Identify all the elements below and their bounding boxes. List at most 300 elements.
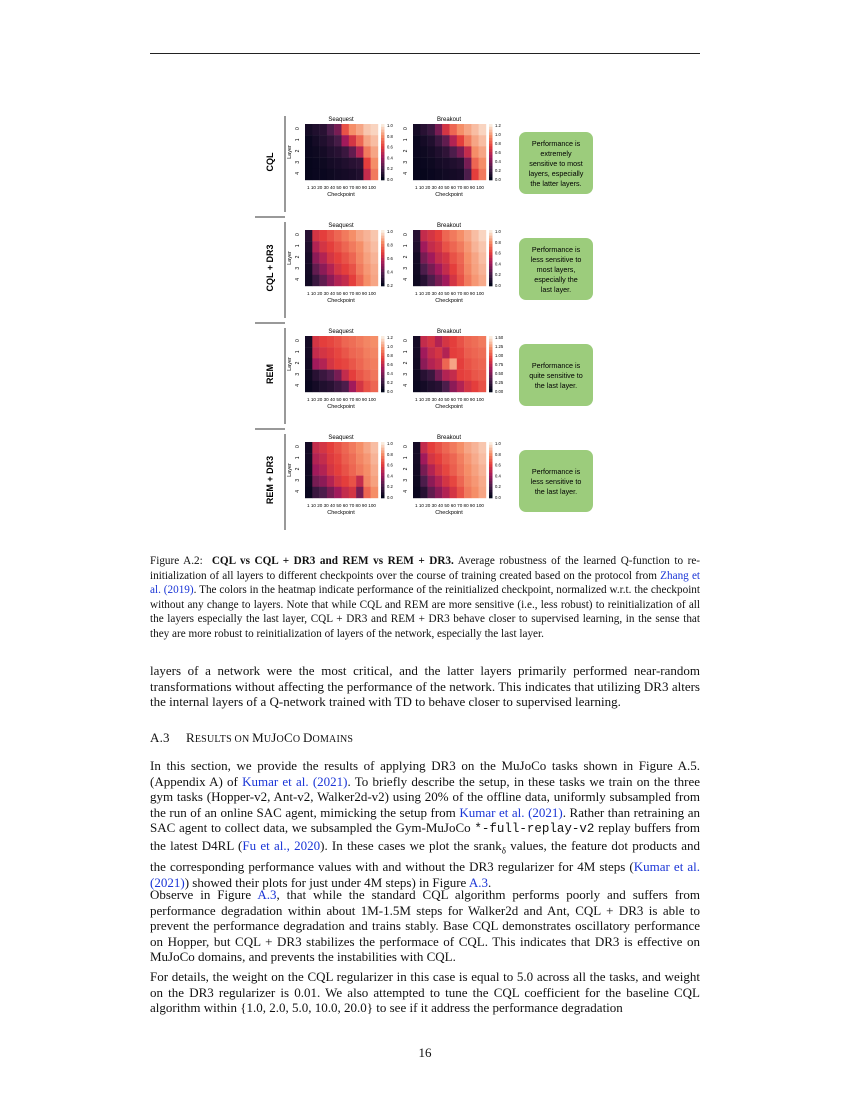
heatmap-cell <box>305 464 313 475</box>
heatmap-cell <box>420 336 428 347</box>
heatmap-cell <box>471 252 479 263</box>
citation-link[interactable]: Kumar et al. (2021) <box>150 859 700 890</box>
heatmap-cell <box>342 124 350 135</box>
colorbar-segment <box>489 252 493 255</box>
y-tick-label: 1 <box>295 138 301 142</box>
colorbar-segment <box>489 448 493 451</box>
colorbar-segment <box>489 283 493 286</box>
heatmap-cell <box>464 135 472 146</box>
heatmap-cell <box>327 230 335 241</box>
colorbar-segment <box>381 283 385 286</box>
heatmap-cell <box>464 487 472 498</box>
heatmap-cell <box>312 442 320 453</box>
heatmap-cell <box>479 442 487 453</box>
heatmap-cell <box>305 264 313 275</box>
caption-citation-link[interactable]: Zhang et al. (2019) <box>150 569 701 597</box>
heatmap-cell <box>356 487 364 498</box>
heatmap-cell <box>320 487 328 498</box>
y-tick-label: 4 <box>403 384 409 387</box>
heatmap-cell <box>334 158 342 169</box>
y-tick-label: 2 <box>403 361 409 365</box>
colorbar-segment <box>489 470 493 473</box>
colorbar-segment <box>489 160 493 163</box>
x-tick-labels: 1 10 20 30 40 50 60 70 80 90 100 <box>415 397 484 402</box>
heatmap-cell <box>420 124 428 135</box>
y-tick-label: 2 <box>295 255 301 259</box>
heatmap-cell <box>413 370 421 381</box>
callout-text: most layers, <box>536 265 576 274</box>
colorbar-tick: 0.0 <box>387 177 393 182</box>
colorbar-segment <box>489 172 493 175</box>
heatmap-cell <box>435 275 443 286</box>
heatmap-cell <box>349 370 357 381</box>
colorbar-segment <box>489 163 493 166</box>
heatmap-cell <box>450 264 458 275</box>
x-axis-label: Checkpoint <box>435 404 463 410</box>
heatmap-cell <box>435 158 443 169</box>
colorbar-segment <box>381 370 385 373</box>
heatmap-cell <box>413 381 421 392</box>
colorbar-tick: 0.2 <box>387 283 393 288</box>
heatmap-cell <box>420 169 428 180</box>
y-tick-label: 3 <box>295 478 301 482</box>
y-axis-label: Layer <box>287 145 293 159</box>
colorbar-segment <box>489 149 493 152</box>
heatmap-cell <box>312 241 320 252</box>
colorbar-tick: 0.0 <box>495 495 501 500</box>
heatmap-cell <box>428 230 436 241</box>
colorbar-segment <box>381 448 385 451</box>
panel-title: Seaquest <box>328 223 354 229</box>
heatmap-cell <box>349 158 357 169</box>
heatmap-cell <box>356 275 364 286</box>
colorbar-segment <box>489 238 493 241</box>
colorbar-segment <box>381 272 385 275</box>
colorbar-tick: 0.6 <box>495 462 501 468</box>
colorbar-segment <box>381 269 385 272</box>
colorbar-segment <box>381 146 385 149</box>
colorbar-segment <box>489 481 493 484</box>
colorbar-tick: 1.50 <box>495 335 504 340</box>
colorbar-segment <box>381 238 385 241</box>
heatmap-cell <box>450 158 458 169</box>
heatmap-cell <box>442 370 450 381</box>
panel-title: Seaquest <box>328 329 354 335</box>
colorbar-segment <box>489 261 493 264</box>
y-tick-label: 4 <box>295 490 301 493</box>
heatmap-cell <box>356 252 364 263</box>
heatmap-cell <box>479 381 487 392</box>
heatmap-cell <box>442 336 450 347</box>
row-label: CQL + DR3 <box>265 244 275 292</box>
colorbar-segment <box>381 144 385 147</box>
heatmap-cell <box>435 476 443 487</box>
colorbar-tick: 0.8 <box>387 353 393 358</box>
heatmap-cell <box>471 442 479 453</box>
heatmap-cell <box>479 124 487 135</box>
colorbar-tick: 0.0 <box>495 177 501 182</box>
heatmap-cell <box>442 264 450 275</box>
heatmap-cell <box>334 264 342 275</box>
heatmap-cell <box>312 124 320 135</box>
y-tick-label: 3 <box>403 372 409 376</box>
x-axis-label: Checkpoint <box>327 404 355 410</box>
colorbar-tick: 0.6 <box>387 362 393 367</box>
citation-link[interactable]: Fu et al., 2020 <box>242 837 321 853</box>
heatmap-cell <box>320 230 328 241</box>
heatmap-cell <box>442 124 450 135</box>
heatmap-cell <box>479 336 487 347</box>
heatmap-cell <box>457 370 465 381</box>
heatmap-cell <box>413 336 421 347</box>
paragraph-3: Observe in Figure A.3, that while the standard CQL algorithm performs poorly and suffers from performance degradation within about 1M-1.5M steps for Walker2d and Ant, CQL + DR3 is able to prevent the performance degradation and trains stably. Base CQL demonstrates oscillatory performance on Hopper, but CQL + DR3 stabilizes the performace of CQL. This indicates that DR3 is effective on MuJoCo domains, and prevents the instabilities with CQL. <box>150 887 700 965</box>
colorbar-segment <box>381 252 385 255</box>
heatmap-cell <box>471 476 479 487</box>
heatmap-cell <box>457 135 465 146</box>
heatmap-cell <box>435 241 443 252</box>
heatmap-cell <box>464 158 472 169</box>
colorbar-segment <box>489 255 493 258</box>
colorbar-segment <box>381 470 385 473</box>
colorbar-segment <box>381 127 385 130</box>
heatmap-cell <box>356 135 364 146</box>
heatmap-cell <box>479 347 487 358</box>
x-tick-labels: 1 10 20 30 40 50 60 70 80 90 100 <box>307 503 376 508</box>
colorbar-segment <box>489 478 493 481</box>
colorbar-segment <box>489 464 493 467</box>
heatmap-cell <box>327 453 335 464</box>
callout-text: Performance is <box>531 467 581 476</box>
y-tick-label: 4 <box>295 172 301 175</box>
heatmap-cell <box>305 124 313 135</box>
heatmap-cell <box>413 230 421 241</box>
heatmap-cell <box>305 230 313 241</box>
colorbar-segment <box>381 350 385 353</box>
colorbar-tick: 1.0 <box>495 229 501 234</box>
colorbar-segment <box>489 442 493 445</box>
colorbar-tick: 0.0 <box>387 389 393 394</box>
heatmap-cell <box>471 370 479 381</box>
y-axis-label: Layer <box>287 357 293 371</box>
heatmap-cell <box>464 464 472 475</box>
colorbar-tick: 0.8 <box>387 451 393 457</box>
heatmap-cell <box>371 264 379 275</box>
heatmap-cell <box>327 381 335 392</box>
caption-text-1: Average robustness of the learned Q-function to re-initialization of all layers to different checkpoints over the course of training created based on the protocol from <box>150 555 701 582</box>
heatmap-cell <box>349 124 357 135</box>
callout-text: quite sensitive to <box>529 371 583 380</box>
colorbar-segment <box>381 174 385 177</box>
heatmap-cell <box>320 252 328 263</box>
heatmap-cell <box>428 358 436 369</box>
y-tick-label: 1 <box>403 244 409 248</box>
heatmap-cell <box>450 487 458 498</box>
heatmap-cell <box>312 453 320 464</box>
heatmap-cell <box>464 370 472 381</box>
heatmap-cell <box>305 476 313 487</box>
heatmap-cell <box>342 336 350 347</box>
heatmap-cell <box>450 464 458 475</box>
citation-link[interactable]: Kumar et al. (2021) <box>459 804 563 820</box>
heatmap-cell <box>327 146 335 157</box>
heatmap-cell <box>363 358 371 369</box>
colorbar-segment <box>489 258 493 261</box>
colorbar-segment <box>489 370 493 373</box>
heatmap-cell <box>479 264 487 275</box>
heatmap-cell <box>363 336 371 347</box>
heatmap-cell <box>342 358 350 369</box>
heatmap-cell <box>450 135 458 146</box>
heatmap-cell <box>428 135 436 146</box>
heatmap-cell <box>413 146 421 157</box>
heatmap-cell <box>450 442 458 453</box>
heatmap-cell <box>320 124 328 135</box>
heatmap-cell <box>450 476 458 487</box>
colorbar-segment <box>381 381 385 384</box>
colorbar-tick: 1.0 <box>387 441 393 446</box>
heatmap-cell <box>371 158 379 169</box>
y-tick-label: 2 <box>295 149 301 153</box>
colorbar-tick: 0.8 <box>495 451 501 457</box>
heatmap-cell <box>349 230 357 241</box>
colorbar-segment <box>381 172 385 175</box>
heatmap-cell <box>334 381 342 392</box>
heatmap-cell <box>342 275 350 286</box>
colorbar-segment <box>489 244 493 247</box>
caption-text-2: . The colors in the heatmap indicate performance of the reinitialized checkpoint, normalized w.r.t. the checkpoint without any change to layers. Note that while CQL and REM are more sensitive (i.e., less robust) to reinitialization of all the layers especially the last layer, CQL + DR3 and REM + DR3 behave closer to supervised learning, in the sense that they are more robust to reinitialization of layers of the network, especially the last layer. <box>150 584 701 640</box>
heatmap-cell <box>479 146 487 157</box>
heatmap-cell <box>420 252 428 263</box>
heatmap-cell <box>420 135 428 146</box>
heatmap-cell <box>334 370 342 381</box>
heatmap-cell <box>327 442 335 453</box>
heatmap-cell <box>327 370 335 381</box>
panel-title: Seaquest <box>328 435 354 441</box>
heatmap-cell <box>342 442 350 453</box>
colorbar-tick: 0.6 <box>387 462 393 468</box>
heatmap-cell <box>413 476 421 487</box>
colorbar-segment <box>489 275 493 278</box>
heatmap-cell <box>435 336 443 347</box>
colorbar-segment <box>489 135 493 138</box>
heatmap-cell <box>479 158 487 169</box>
heatmap-cell <box>327 275 335 286</box>
heatmap-cell <box>428 124 436 135</box>
heatmap-cell <box>435 442 443 453</box>
colorbar-tick: 1.25 <box>495 344 504 349</box>
y-tick-label: 0 <box>295 339 301 342</box>
y-tick-label: 2 <box>403 467 409 471</box>
heatmap-cell <box>413 487 421 498</box>
heatmap-cell <box>471 146 479 157</box>
heatmap-cell <box>479 230 487 241</box>
heatmap-cell <box>435 347 443 358</box>
colorbar-tick: 1.0 <box>495 132 501 137</box>
heatmap-cell <box>464 124 472 135</box>
colorbar-segment <box>489 462 493 465</box>
colorbar-segment <box>489 130 493 133</box>
panel-title: Breakout <box>436 117 462 123</box>
y-tick-label: 0 <box>295 233 301 236</box>
colorbar-segment <box>381 166 385 169</box>
heatmap-cell <box>349 347 357 358</box>
heatmap-cell <box>464 347 472 358</box>
heatmap-cell <box>435 370 443 381</box>
heatmap-cell <box>457 275 465 286</box>
y-tick-label: 0 <box>403 445 409 448</box>
heatmap-cell <box>428 381 436 392</box>
heatmap-cell <box>349 487 357 498</box>
y-tick-label: 4 <box>403 490 409 493</box>
heatmap-cell <box>428 370 436 381</box>
colorbar-segment <box>381 261 385 264</box>
heatmap-cell <box>363 135 371 146</box>
y-tick-label: 1 <box>403 350 409 354</box>
heatmap-cell <box>334 241 342 252</box>
heatmap-cell <box>312 336 320 347</box>
figure-ref-link[interactable]: A.3 <box>468 874 489 890</box>
heatmap-cell <box>471 347 479 358</box>
heatmap-cell <box>363 347 371 358</box>
heatmap-cell <box>371 169 379 180</box>
colorbar-segment <box>489 492 493 495</box>
heatmap-cell <box>464 442 472 453</box>
colorbar-segment <box>381 163 385 166</box>
callout-text: Performance is <box>531 245 581 254</box>
colorbar-segment <box>489 347 493 350</box>
x-tick-labels: 1 10 20 30 40 50 60 70 80 90 100 <box>415 291 484 296</box>
heatmap-cell <box>413 358 421 369</box>
heatmap-cell <box>479 453 487 464</box>
heatmap-cell <box>327 241 335 252</box>
heatmap-cell <box>464 241 472 252</box>
heatmap-cell <box>312 381 320 392</box>
heatmap-cell <box>428 146 436 157</box>
colorbar-segment <box>381 364 385 367</box>
colorbar-segment <box>489 236 493 239</box>
heatmap-cell <box>457 347 465 358</box>
heatmap-cell <box>334 135 342 146</box>
y-tick-label: 3 <box>295 266 301 270</box>
heatmap-cell <box>356 453 364 464</box>
heatmap-cell <box>356 158 364 169</box>
colorbar-segment <box>489 280 493 283</box>
callout-text: the last layer. <box>534 487 578 496</box>
callout-text: especially the <box>534 275 578 284</box>
heatmap-cell <box>342 464 350 475</box>
colorbar-segment <box>489 389 493 392</box>
x-axis-label: Checkpoint <box>435 192 463 198</box>
heatmap-cell <box>450 453 458 464</box>
colorbar-segment <box>381 372 385 375</box>
colorbar-tick: 0.00 <box>495 389 504 394</box>
y-tick-label: 4 <box>403 278 409 281</box>
colorbar-segment <box>381 152 385 155</box>
heatmap-cell <box>420 442 428 453</box>
colorbar-segment <box>381 124 385 127</box>
colorbar-segment <box>489 177 493 180</box>
heatmap-cell <box>442 442 450 453</box>
heatmap-cell <box>420 230 428 241</box>
callout-text: the latter layers. <box>530 179 582 188</box>
citation-link[interactable]: Kumar et al. (2021) <box>242 773 348 789</box>
caption-title: CQL vs CQL + DR3 and REM vs REM + DR3. <box>211 555 454 567</box>
heatmap-cell <box>413 169 421 180</box>
heatmap-cell <box>442 476 450 487</box>
heatmap-cell <box>413 453 421 464</box>
heatmap-cell <box>356 476 364 487</box>
colorbar-tick: 0.4 <box>387 473 393 479</box>
heatmap-cell <box>450 347 458 358</box>
colorbar-segment <box>381 347 385 350</box>
heatmap-cell <box>320 381 328 392</box>
colorbar-segment <box>381 456 385 459</box>
colorbar-segment <box>489 169 493 172</box>
heatmap-cell <box>479 487 487 498</box>
heatmap-cell <box>420 487 428 498</box>
heatmap-cell <box>420 158 428 169</box>
colorbar-segment <box>489 132 493 135</box>
heatmap-cell <box>442 464 450 475</box>
colorbar-segment <box>489 339 493 342</box>
colorbar-segment <box>381 484 385 487</box>
heatmap-cell <box>356 264 364 275</box>
heatmap-cell <box>471 135 479 146</box>
heatmap-cell <box>363 464 371 475</box>
colorbar-segment <box>381 361 385 364</box>
colorbar-segment <box>489 378 493 381</box>
colorbar-segment <box>489 353 493 356</box>
callout-text: Performance is <box>531 139 581 148</box>
heatmap-cell <box>371 370 379 381</box>
heatmap-cell <box>363 124 371 135</box>
heatmap-cell <box>420 275 428 286</box>
heatmap-cell <box>428 347 436 358</box>
heatmap-cell <box>356 464 364 475</box>
heatmap-cell <box>428 275 436 286</box>
colorbar-segment <box>381 467 385 470</box>
heatmap-cell <box>442 146 450 157</box>
heatmap-cell <box>420 347 428 358</box>
colorbar-segment <box>489 144 493 147</box>
colorbar-segment <box>381 487 385 490</box>
heatmap-cell <box>428 487 436 498</box>
heatmap-cell <box>305 336 313 347</box>
colorbar-segment <box>489 356 493 359</box>
heatmap-cell <box>312 275 320 286</box>
x-tick-labels: 1 10 20 30 40 50 60 70 80 90 100 <box>307 397 376 402</box>
colorbar-segment <box>489 155 493 158</box>
colorbar-tick: 0.6 <box>495 250 501 256</box>
heatmap-cell <box>435 252 443 263</box>
heatmap-cell <box>457 252 465 263</box>
colorbar-segment <box>489 166 493 169</box>
heatmap-cell <box>371 442 379 453</box>
colorbar-segment <box>489 124 493 127</box>
figure-ref-link[interactable]: A.3 <box>257 887 277 902</box>
heatmap-cell <box>413 158 421 169</box>
colorbar-tick: 0.0 <box>495 283 501 288</box>
heatmap-cell <box>312 464 320 475</box>
callout-text: layers, especially <box>528 169 584 178</box>
colorbar-segment <box>489 138 493 141</box>
colorbar-segment <box>489 250 493 253</box>
heatmap-cell <box>479 476 487 487</box>
heatmap-cell <box>435 381 443 392</box>
heatmap-cell <box>479 370 487 381</box>
heatmap-cell <box>363 487 371 498</box>
heatmap-cell <box>464 358 472 369</box>
